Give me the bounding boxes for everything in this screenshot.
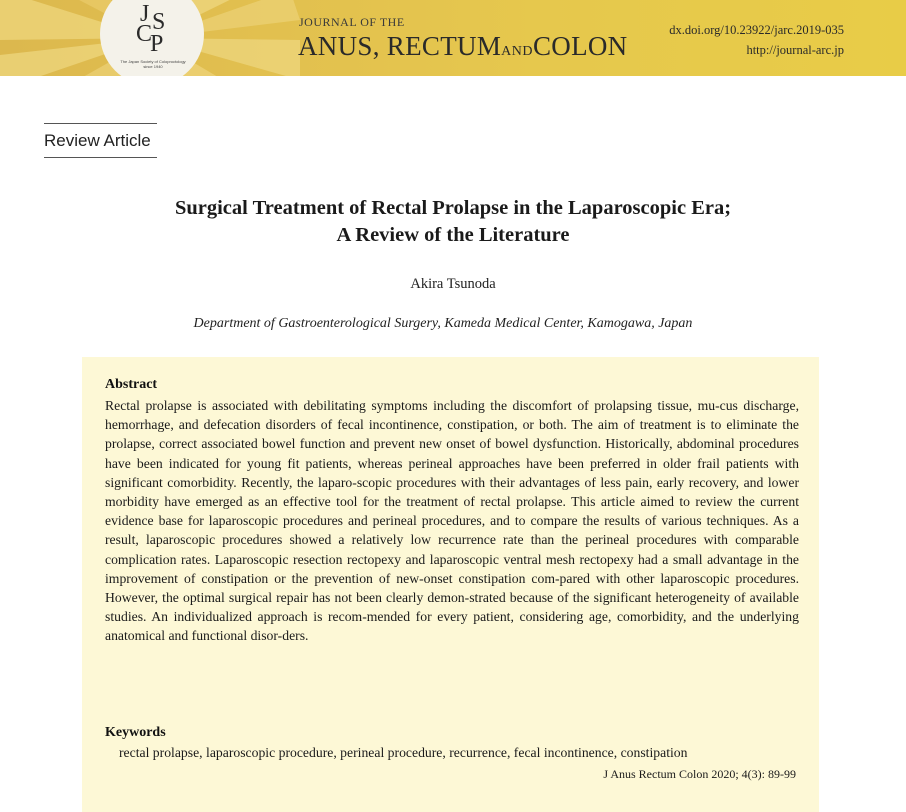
- journal-name-prefix: JOURNAL OF THE: [299, 15, 405, 29]
- article-title: [0, 195, 906, 249]
- title-line-2: A Review of the Literature: [336, 224, 570, 246]
- article-type-label: Review Article: [44, 131, 151, 150]
- journal-header-banner: [0, 0, 906, 76]
- article-type-rule-top: [44, 123, 157, 124]
- title-line-1: Surgical Treatment of Rectal Prolapse in the Laparoscopic Era;: [174, 197, 732, 219]
- author-affiliation: Department of Gastroenterological Surgery, Kameda Medical Center, Kamogawa, Japan: [193, 316, 693, 331]
- journal-citation: J Anus Rectum Colon 2020; 4(3): 89-99: [603, 767, 796, 781]
- abstract-heading: Abstract: [105, 377, 158, 392]
- article-type-rule-bottom: [44, 157, 157, 158]
- keywords-list: rectal prolapse, laparoscopic procedure, perineal procedure, recurrence, fecal incontinence, constipation: [119, 745, 688, 760]
- author-name: Akira Tsunoda: [410, 276, 496, 292]
- doi-link[interactable]: dx.doi.org/10.23922/jarc.2019-035: [669, 23, 844, 37]
- journal-name: ANUS, RECTUMANDCOLON: [298, 31, 628, 61]
- abstract-body: Rectal prolapse is associated with debilitating symptoms including the discomfort of prolapsing tissue, mu-cus discharge, hemorrhage, and defecation disorders of fecal incontinence, constipation, or both. The aim of treatment is to eliminate the prolapse, correct associated bowel function and prevent new onset of bowel dysfunction. Historically, abdominal procedures have been indicated for young fit patients, whereas perineal approaches have been preferred in older frail patients with significant comorbidity. Recently, the laparo-scopic procedures with their advantages of less pain, early recovery, and lower morbidity have emerged as an effective tool for the treatment of rectal prolapse. This article aimed to review the current evidence base for laparoscopic procedures and perineal procedures, and to compare the results of various techniques. As a result, laparoscopic procedures showed a relatively low recurrence rate than the perineal procedures with comparable complication rates. Laparoscopic resection rectopexy and laparoscopic ventral mesh rectopexy had a small advantage in the improvement of constipation or the prevention of new-onset constipation com-pared with other laparoscopic procedures. However, the optimal surgical repair has not been clearly demon-strated because of the significant heterogeneity of available studies. An individualized approach is recom-mended for every patient, considering age, comorbidity, and the underlying anatomical and functional disor-ders.: [105, 398, 799, 644]
- doi-block: [669, 20, 844, 60]
- abstract-box: [82, 357, 819, 812]
- keywords-heading: Keywords: [105, 725, 166, 740]
- logo-caption: The Japan Society of Coloproctology since 1940: [120, 59, 186, 69]
- jscp-logo-letters: J S C P: [136, 1, 166, 57]
- journal-url-link[interactable]: http://journal-arc.jp: [746, 43, 844, 57]
